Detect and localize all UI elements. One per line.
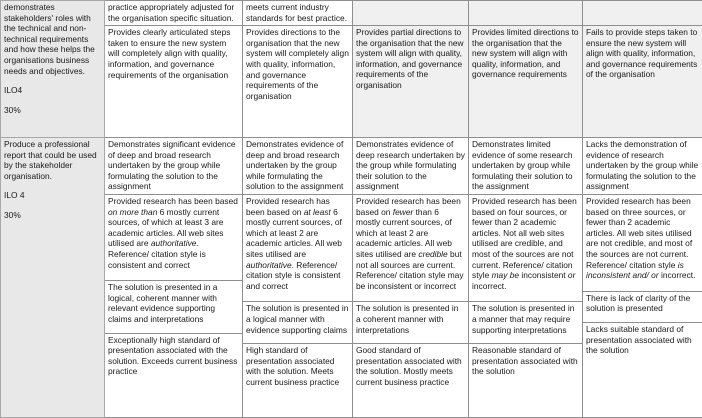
- criterion-description: demonstrates stakeholders' roles with the technical and non-technical requirements and how these helps the organisations business needs and objectives.: [4, 2, 101, 76]
- presentation-descriptor: Good standard of presentation associated with the solution. Mostly meets current business practice: [353, 343, 468, 387]
- level-cell-d: [243, 138, 353, 418]
- presentation-descriptor: Lacks suitable standard of presentation associated with the solution: [583, 322, 702, 356]
- presentation-descriptor: High standard of presentation associated with the solution. Meets current business practice: [243, 343, 352, 387]
- sources-descriptor: Provided research has been based on more than 6 mostly current sources, of which at least 3 are academic articles. All web sites utilised are authoritative. Reference/ citation style is consistent and correct: [105, 194, 242, 270]
- research-descriptor: Demonstrates limited evidence of some research undertaken by group while formulating their solution to the assignment: [472, 139, 579, 192]
- sources-descriptor: Provided research has been based on four sources, or fewer than 2 academic articles. Not all web sites utilised are credible, and most of the sources are not current. Reference/ citation style may be inconsistent or incorrect.: [469, 194, 582, 291]
- rubric-row-report: [1, 138, 702, 418]
- level-descriptor: Provides directions to the organisation that the new system will completely align with quality, information, and governance requirements of the organisation: [243, 25, 352, 101]
- level-descriptor: Provides partial directions to the organisation that the new system will align with quality, information, and governance requirements of the organisation: [353, 25, 468, 91]
- level-cell-p: [469, 1, 583, 138]
- solution-descriptor: The solution is presented in a logical manner with evidence supporting claims: [243, 301, 352, 335]
- level-cell-hd: [105, 1, 243, 138]
- sources-descriptor: Provided research has been based on at least 6 mostly current sources, of which at least 2 are academic articles. All web sites utilised are authoritative. Reference/ citation style is consistent and correct: [243, 194, 352, 291]
- level-cell-c: [353, 1, 469, 138]
- level-cell-f: [583, 1, 702, 138]
- level-cell-c: [353, 138, 469, 418]
- solution-descriptor: The solution is presented in a manner that may require supporting interpretations: [469, 301, 582, 335]
- solution-descriptor: The solution is presented in a logical, coherent manner with relevant evidence supporting claims and interpretations: [105, 280, 242, 324]
- level-descriptor: Fails to provide steps taken to ensure the new system will align with quality, information, and governance requirements of the organisation: [583, 25, 702, 80]
- level-descriptor: Provides clearly articulated steps taken to ensure the new system will completely align with quality, information, and governance requirements of the organisation: [105, 25, 242, 80]
- solution-descriptor: The solution is presented in a coherent manner with interpretations: [353, 301, 468, 335]
- level-cell-d: [243, 1, 353, 138]
- sources-descriptor: Provided research has been based on fewer than 6 mostly current sources, of which at least 2 are academic articles. All web sites utilised are credible but not all sources are current. Reference/ citation style may be inconsistent or incorrect: [353, 194, 468, 291]
- criterion-ilo: ILO4: [4, 85, 101, 96]
- rubric-row-stakeholders: [1, 1, 702, 138]
- prev-criterion-fragment: practice appropriately adjusted for the organisation specific situation.: [108, 2, 239, 23]
- research-descriptor: Demonstrates evidence of deep and broad research undertaken by the group while formulating the solution to the assignment: [246, 139, 349, 192]
- sources-descriptor: Provided research has been based on three sources, or fewer than 2 academic articles. All web sites utilised are not credible, and most of the sources are not current. Reference/ citation style is inconsistent and/ or incorrect.: [583, 194, 702, 281]
- level-cell-p: [469, 138, 583, 418]
- presentation-descriptor: Exceptionally high standard of presentation associated with the solution. Exceeds current business practice: [105, 333, 242, 377]
- prev-criterion-fragment: meets current industry standards for best practice.: [246, 2, 349, 23]
- criterion-ilo: ILO 4: [4, 190, 101, 201]
- criterion-cell: [1, 1, 105, 138]
- presentation-descriptor: Reasonable standard of presentation associated with the solution: [469, 343, 582, 377]
- research-descriptor: Lacks the demonstration of evidence of research undertaken by the group while formulating the solution to the assignment: [586, 139, 699, 192]
- research-descriptor: Demonstrates evidence of deep research undertaken by the group while formulating their solution to the assignment: [356, 139, 465, 192]
- criterion-weight: 30%: [4, 105, 101, 116]
- level-cell-f: [583, 138, 702, 418]
- criterion-description: Produce a professional report that could be used by the stakeholder organisation.: [4, 139, 101, 181]
- level-descriptor: Provides limited directions to the organisation that the new system will align with quality, information, and governance requirements: [469, 25, 582, 80]
- criterion-weight: 30%: [4, 210, 101, 221]
- level-cell-hd: [105, 138, 243, 418]
- criterion-cell: [1, 138, 105, 418]
- solution-descriptor: There is lack of clarity of the solution is presented: [583, 291, 702, 314]
- research-descriptor: Demonstrates significant evidence of deep and broad research undertaken by the group while formulating the solution to the assignment: [108, 139, 239, 192]
